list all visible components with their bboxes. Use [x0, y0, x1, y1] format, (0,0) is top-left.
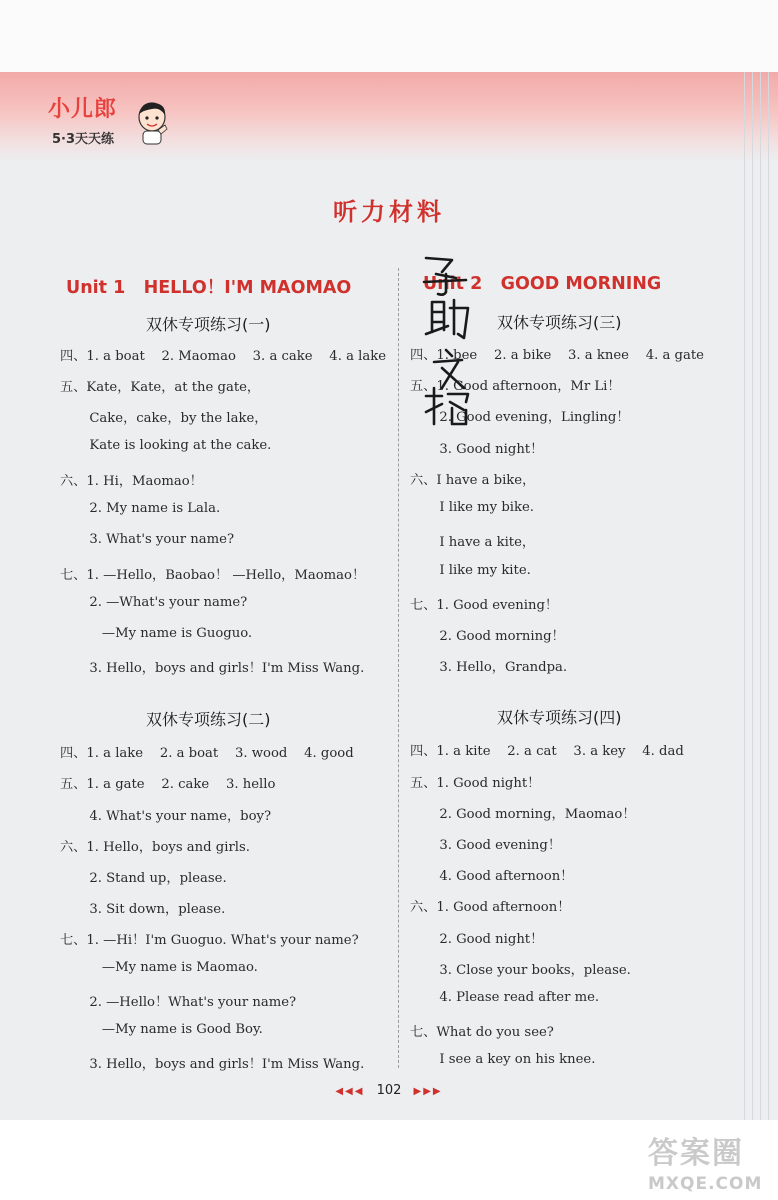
- exercise-line: 七、1. Good evening！: [410, 598, 559, 613]
- exercise-line: 2. Good night！: [410, 932, 544, 947]
- unit-1-title: Unit 1 HELLO！I'M MAOMAO: [66, 278, 352, 298]
- page-edge: [744, 72, 745, 1120]
- next-arrows-icon: ▶▶▶: [413, 1086, 443, 1097]
- exercise-line: 四、1. a kite 2. a cat 3. a key 4. dad: [410, 744, 684, 759]
- exercise-line: —My name is Maomao.: [60, 960, 258, 975]
- page-edge: [752, 72, 753, 1120]
- exercise-line: —My name is Good Boy.: [60, 1022, 263, 1037]
- exercise-line: 3. Sit down，please.: [60, 902, 226, 917]
- exercise-line: I like my kite.: [410, 563, 531, 578]
- watermark: [648, 1128, 772, 1198]
- exercise-line: 六、I have a bike，: [410, 473, 536, 488]
- section-heading: 双休专项练习(一): [146, 315, 271, 334]
- exercise-line: —My name is Guoguo.: [60, 626, 253, 641]
- mascot-icon: [134, 100, 170, 146]
- exercise-line: Cake，cake，by the lake，: [60, 411, 268, 426]
- page-title: 听力材料: [333, 198, 445, 226]
- exercise-line: 四、1. a boat 2. Maomao 3. a cake 4. a lake: [60, 349, 387, 364]
- logo-subtitle: 5·3天天练: [52, 132, 115, 147]
- page-edge: [760, 72, 761, 1120]
- section-heading: 双休专项练习(四): [497, 708, 622, 727]
- exercise-line: 五、Kate，Kate，at the gate，: [60, 380, 261, 395]
- exercise-line: 五、1. Good afternoon，Mr Li！: [410, 379, 621, 394]
- page-edge: [768, 72, 769, 1120]
- section-heading: 双休专项练习(二): [146, 710, 271, 729]
- exercise-line: 3. What's your name?: [60, 532, 235, 547]
- exercise-line: 3. Good night！: [410, 442, 544, 457]
- exercise-line: I see a key on his knee.: [410, 1052, 596, 1067]
- watermark-title: 答案圈: [648, 1136, 744, 1171]
- exercise-line: 2. Good morning，Maomao！: [410, 807, 636, 822]
- page-number: 102: [376, 1083, 402, 1098]
- exercise-line: 4. Please read after me.: [410, 990, 600, 1005]
- scan-margin: [0, 0, 778, 72]
- exercise-line: 3. Hello，boys and girls！I'm Miss Wang.: [60, 1057, 365, 1072]
- exercise-line: 2. Good evening，Lingling！: [410, 410, 630, 425]
- exercise-line: 五、1. Good night！: [410, 776, 541, 791]
- exercise-line: 六、1. Hi，Maomao！: [60, 474, 203, 489]
- column-divider: [398, 268, 399, 1068]
- section-heading: 双休专项练习(三): [497, 313, 622, 332]
- unit-2-title: Unit 2 GOOD MORNING: [423, 274, 662, 294]
- exercise-line: 4. Good afternoon！: [410, 869, 574, 884]
- exercise-line: 六、1. Hello，boys and girls.: [60, 840, 250, 855]
- handwritten-annotation: [412, 250, 482, 430]
- exercise-line: 2. My name is Lala.: [60, 501, 221, 516]
- watermark-url: MXQE.COM: [648, 1174, 763, 1194]
- exercise-line: 3. Good evening！: [410, 838, 562, 853]
- exercise-line: I like my bike.: [410, 500, 534, 515]
- logo-title: 小儿郎: [48, 97, 118, 122]
- exercise-line: 四、1. bee 2. a bike 3. a knee 4. a gate: [410, 348, 704, 363]
- exercise-line: 七、1. —Hi！I'm Guoguo. What's your name?: [60, 933, 359, 948]
- exercise-line: 四、1. a lake 2. a boat 3. wood 4. good: [60, 746, 354, 761]
- brand-logo: [38, 82, 178, 152]
- exercise-line: 3. Hello，Grandpa.: [410, 660, 568, 675]
- exercise-line: 2. Stand up，please.: [60, 871, 227, 886]
- prev-arrows-icon: ◀◀◀: [335, 1086, 365, 1097]
- exercise-line: 4. What's your name，boy?: [60, 809, 272, 824]
- exercise-line: 五、1. a gate 2. cake 3. hello: [60, 777, 276, 792]
- exercise-line: I have a kite，: [410, 535, 536, 550]
- exercise-line: 2. Good morning！: [410, 629, 565, 644]
- exercise-line: 3. Close your books，please.: [410, 963, 631, 978]
- page-footer: [0, 1083, 778, 1098]
- exercise-line: 2. —Hello！What's your name?: [60, 995, 297, 1010]
- exercise-line: 七、What do you see?: [410, 1025, 554, 1040]
- exercise-line: Kate is looking at the cake.: [60, 438, 272, 453]
- exercise-line: 六、1. Good afternoon！: [410, 900, 571, 915]
- exercise-line: 3. Hello，boys and girls！I'm Miss Wang.: [60, 661, 365, 676]
- exercise-line: 2. —What's your name?: [60, 595, 248, 610]
- exercise-line: 七、1. —Hello，Baobao！ —Hello，Maomao！: [60, 568, 366, 583]
